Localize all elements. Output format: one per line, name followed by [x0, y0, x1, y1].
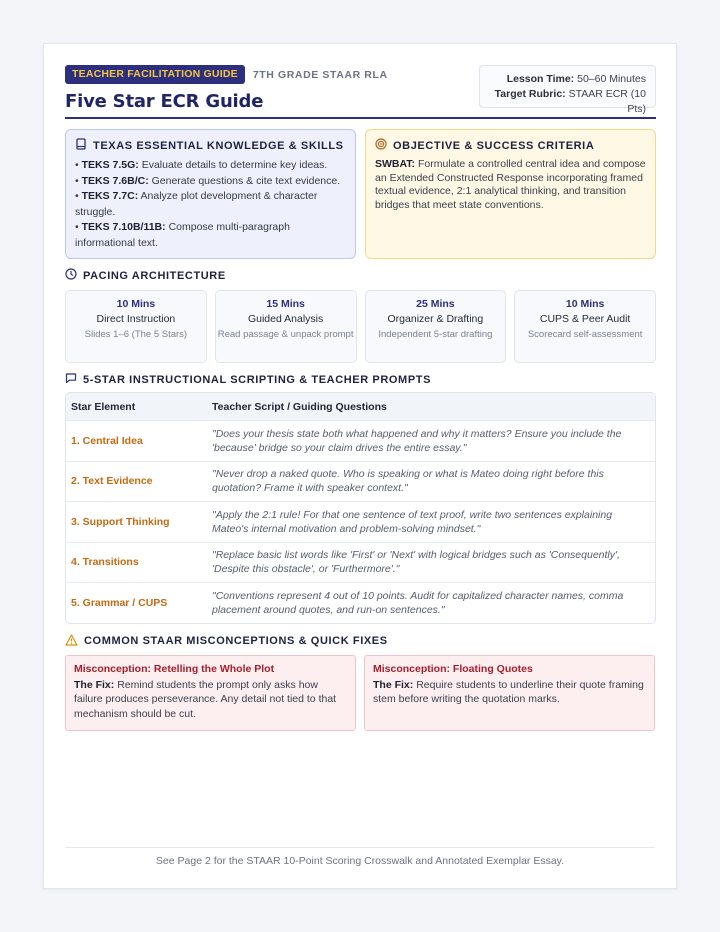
- scripting-heading: 5-STAR INSTRUCTIONAL SCRIPTING & TEACHER PROMPTS: [65, 372, 656, 387]
- teks-list: [75, 158, 346, 251]
- objective-text: SWBAT: Formulate a controlled central idea and compose an Extended Constructed Response incorporating framed textual evidence, 2:1 analytical thinking, and transition bridges that meet state conventions.: [375, 158, 646, 211]
- teacher-script: "Apply the 2:1 rule! For that one sentence of text proof, write two sentences explaining Mateo's internal motivation and problem-solving mindset.": [212, 508, 613, 535]
- teacher-script: "Replace basic list words like 'First' or 'Next' with logical bridges such as 'Consequently', 'Despite this obstacle', or 'Furthermore'.": [212, 549, 620, 576]
- chat-icon: [65, 372, 77, 387]
- misconception-card: [65, 655, 356, 731]
- objective-card: [365, 129, 656, 259]
- misconception-fix: The Fix: Require students to underline their quote framing stem before writing the quotation marks.: [373, 678, 644, 705]
- header-rule: [65, 117, 656, 119]
- book-icon: [75, 138, 87, 153]
- facilitation-badge: TEACHER FACILITATION GUIDE: [65, 65, 245, 84]
- misconception-fix: The Fix: Remind students the prompt only asks how failure produces perseverance. Any detail not tied to that mechanism should be cut.: [74, 678, 337, 720]
- table-header-row: [66, 393, 655, 420]
- guide-page: [43, 43, 677, 889]
- teks-heading: TEXAS ESSENTIAL KNOWLEDGE & SKILLS: [75, 138, 346, 153]
- target-rubric: Target Rubric: STAAR ECR (10 Pts): [494, 88, 646, 115]
- teks-item: • TEKS 7.10B/11B: Compose multi-paragraph informational text.: [75, 221, 290, 249]
- clock-icon: [65, 268, 77, 283]
- pacing-block: 15 Mins Guided Analysis Read passage & unpack prompt: [215, 290, 357, 363]
- column-header: Teacher Script / Guiding Questions: [212, 400, 387, 413]
- table-row: [66, 582, 655, 623]
- misconception-title: Misconception: Retelling the Whole Plot: [74, 662, 275, 675]
- pacing-blocks: [65, 290, 656, 363]
- lesson-time: Lesson Time: 50–60 Minutes: [506, 73, 646, 85]
- misconception-cards: [65, 655, 656, 731]
- misconceptions-heading: COMMON STAAR MISCONCEPTIONS & QUICK FIXES: [65, 634, 656, 649]
- lesson-meta-box: [479, 65, 656, 115]
- teks-item: • TEKS 7.6B/C: Generate questions & cite text evidence.: [75, 174, 341, 187]
- table-row: [66, 542, 655, 583]
- header: [65, 65, 656, 139]
- star-element: 3. Support Thinking: [71, 515, 170, 528]
- star-element: 5. Grammar / CUPS: [71, 596, 168, 609]
- teks-item: • TEKS 7.7C: Analyze plot development & character struggle.: [75, 190, 318, 218]
- pacing-block: 10 Mins Direct Instruction Slides 1–6 (The 5 Stars): [65, 290, 207, 363]
- star-element: 2. Text Evidence: [71, 475, 153, 488]
- misconception-title: Misconception: Floating Quotes: [373, 662, 533, 675]
- table-row: [66, 501, 655, 542]
- pacing-block: 10 Mins CUPS & Peer Audit Scorecard self-assessment: [514, 290, 656, 363]
- table-row: [66, 461, 655, 502]
- grade-label: 7TH GRADE STAAR RLA: [252, 68, 388, 81]
- misconception-card: [364, 655, 655, 731]
- table-row: [66, 420, 655, 461]
- target-icon: [375, 138, 387, 153]
- page-title: Five Star ECR Guide: [65, 91, 264, 112]
- teks-card: [65, 129, 356, 259]
- page-content: [65, 65, 656, 731]
- pacing-block: 25 Mins Organizer & Drafting Independent 5-star drafting: [365, 290, 507, 363]
- warning-icon: [65, 634, 78, 649]
- teacher-script: "Never drop a naked quote. Who is speaking or what is Mateo doing right before this quotation? Frame it with speaker context.": [212, 468, 604, 495]
- teks-item: • TEKS 7.5G: Evaluate details to determine key ideas.: [75, 159, 328, 171]
- teacher-script: "Conventions represent 4 out of 10 points. Audit for capitalized character names, comma placement around quotes, and run-on sentences.": [212, 589, 624, 616]
- column-header: Star Element: [71, 400, 136, 413]
- teacher-script: "Does your thesis state both what happened and why it matters? Ensure you include the 'because' bridge so your claim drives the entire essay.": [212, 427, 622, 454]
- objective-heading: OBJECTIVE & SUCCESS CRITERIA: [375, 138, 646, 153]
- star-element: 4. Transitions: [71, 556, 139, 569]
- top-cards: [65, 129, 656, 259]
- pacing-heading: PACING ARCHITECTURE: [65, 268, 656, 283]
- star-element: 1. Central Idea: [71, 434, 143, 447]
- page-footer: See Page 2 for the STAAR 10-Point Scoring Crosswalk and Annotated Exemplar Essay.: [65, 847, 655, 867]
- scripting-table: [65, 392, 656, 624]
